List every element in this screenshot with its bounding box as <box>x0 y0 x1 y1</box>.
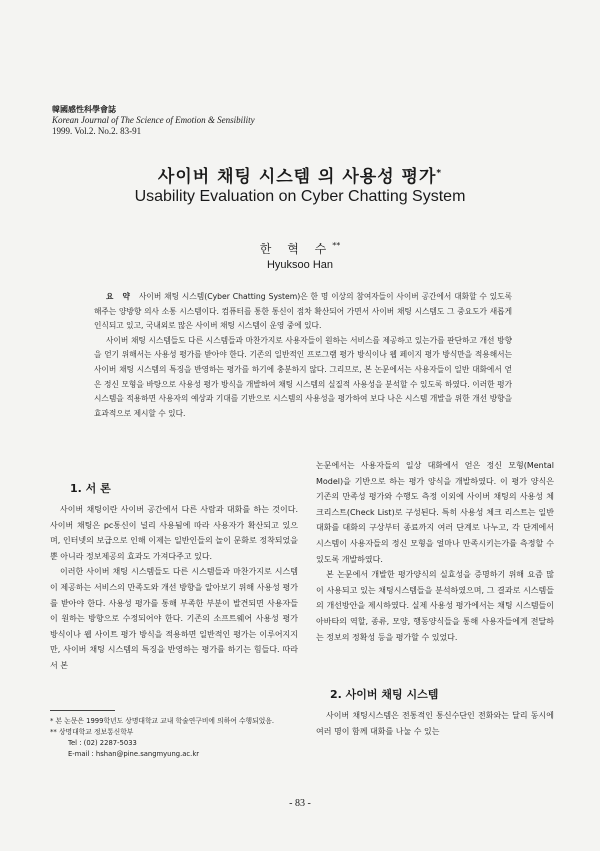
title-korean-text: 사이버 채팅 시스템 의 사용성 평가 <box>157 167 437 187</box>
section-2-heading: 2. 사이버 채팅 시스템 <box>330 688 439 701</box>
left-column-body <box>50 502 298 674</box>
journal-volume: 1999. Vol.2. No.2. 83-91 <box>52 126 142 136</box>
right-column-body <box>316 458 554 645</box>
abstract-paragraph-1-text: 사이버 채팅 시스템(Cyber Chatting System)은 한 명 이상의 참여자들이 사이버 공간에서 대화할 수 있도록 해주는 양방향 의사 소통 시스템이다. 컴퓨터를 통한 통신이 점차 확산되어 가면서 사이버 채팅 시스템도 그 중요도가 새롭게 인식되고 있고, 국내외로 많은 사이버 채팅 시스템이 운영 중에 있다. <box>94 292 512 331</box>
title-korean <box>0 162 600 187</box>
footnote-divider <box>50 710 115 711</box>
footnote-phone: Tel : (02) 2287-5033 <box>68 739 137 747</box>
abstract-label: 요 약 <box>106 292 133 301</box>
body-paragraph: 논문에서는 사용자들의 일상 대화에서 얻은 정신 모형(Mental Model)을 기반으로 하는 평가 양식을 개발하였다. 이 평가 양식은 기존의 만족성 평가와 수행도 측정 이외에 사이버 채팅의 사용성 체크리스트(Check List)로 구성된다. 특히 사용성 체크 리스트는 일반대화를 대화의 구상부터 종료까지 여러 단계로 나누고, 각 단계에서 시스템이 사용자들의 정신 모형을 얼마나 만족시키는가를 측정할 수 있도록 개발하였다. <box>316 461 554 564</box>
journal-header <box>52 104 255 137</box>
footnote-funding: * 본 논문은 1999학년도 상명대학교 교내 학술연구비에 의하여 수행되었음. <box>50 717 274 725</box>
footnote-affiliation: ** 상명대학교 정보통신학부 <box>50 728 134 736</box>
title-english: Usability Evaluation on Cyber Chatting System <box>134 188 466 205</box>
section-2-body <box>316 708 554 739</box>
author-footnote-mark: ** <box>332 241 341 250</box>
footnote-email: E-mail : hshan@pine.sangmyung.ac.kr <box>68 750 200 758</box>
abstract-paragraph: 사이버 채팅 시스템들도 다른 시스템들과 마찬가지로 사용자들이 원하는 서비스를 제공하고 있는가를 판단하고 개선 방향을 얻기 위해서는 사용성 평가를 받아야 한다. 기존의 일반적인 프로그램 평가 방식이나 웹 페이지 평가 방식만을 적용해서는 사이버 채팅 시스템의 특징을 반영하는 평가를 하기에 충분하지 않다. 그리므로, 본 논문에서는 사용자들이 일반 대화에서 얻은 정신 모형을 바탕으로 사용성 평가 방식을 개발하여 채팅 시스템의 실질적 사용성을 분석할 수 있도록 하였다. 이러한 평가 시스템을 적용하면 사용자의 예상과 기대를 기반으로 시스템의 사용성을 평가하여 보다 나은 시스템 개발을 위한 개선 방향을 효과적으로 제시할 수 있다. <box>94 335 512 418</box>
author-korean-name: 한 혁 수 <box>259 242 333 256</box>
author-english: Hyuksoo Han <box>266 259 334 271</box>
abstract <box>94 290 512 421</box>
author-korean <box>0 240 600 257</box>
body-paragraph: 본 논문에서 개발한 평가양식의 실효성을 증명하기 위해 요즘 많이 사용되고 있는 채팅시스템들을 분석하였으며, 그 결과로 시스템들의 개선방안을 제시하였다. 실제 사용성 평가에서는 채팅 시스템들이 아바타의 역할, 종류, 모양, 행동양식들을 통해 사용자들에게 전달하는 정보의 정확성 등을 평가할 수 있었다. <box>316 570 554 642</box>
journal-name-english: Korean Journal of The Science of Emotion & Sensibility <box>52 115 255 125</box>
section-1-heading: 1. 서 론 <box>70 482 111 495</box>
abstract-paragraph <box>94 290 512 334</box>
journal-name-korean: 韓國感性科學會誌 <box>52 105 116 114</box>
body-paragraph: 사이버 채팅시스템은 전통적인 통신수단인 전화와는 달리 동시에 여러 명이 함께 대화를 나눌 수 있는 <box>316 711 554 736</box>
body-paragraph: 사이버 채팅이란 사이버 공간에서 다른 사람과 대화를 하는 것이다. 사이버 채팅은 pc통신이 널리 사용됨에 따라 사용자가 확산되고 있으며, 인터넷의 보급으로 인해 이제는 일반인들의 놀이 문화로 정착되었을 뿐 아니라 정보제공의 효과도 가져다주고 있다. <box>50 505 298 561</box>
page-number: - 83 - <box>289 798 311 809</box>
body-paragraph: 이러한 사이버 채팅 시스템들도 다른 시스템들과 마찬가지로 시스템이 제공하는 서비스의 만족도와 개선 방향을 알아보기 위해 사용성 평가를 받아야 한다. 사용성 평가를 통해 부족한 부분이 발견되면 사용자들이 원하는 방향으로 수정되어야 한다. 기존의 소프트웨어 사용성 평가 방식이나 웹 사이트 평가 방식을 적용하면 일반적인 평가는 이루어지지만, 사이버 채팅 시스템의 특징을 반영하는 평가를 하기는 힘들다. 따라서 본 <box>50 567 298 670</box>
title-footnote-mark: * <box>436 168 443 179</box>
footnotes <box>50 716 300 760</box>
